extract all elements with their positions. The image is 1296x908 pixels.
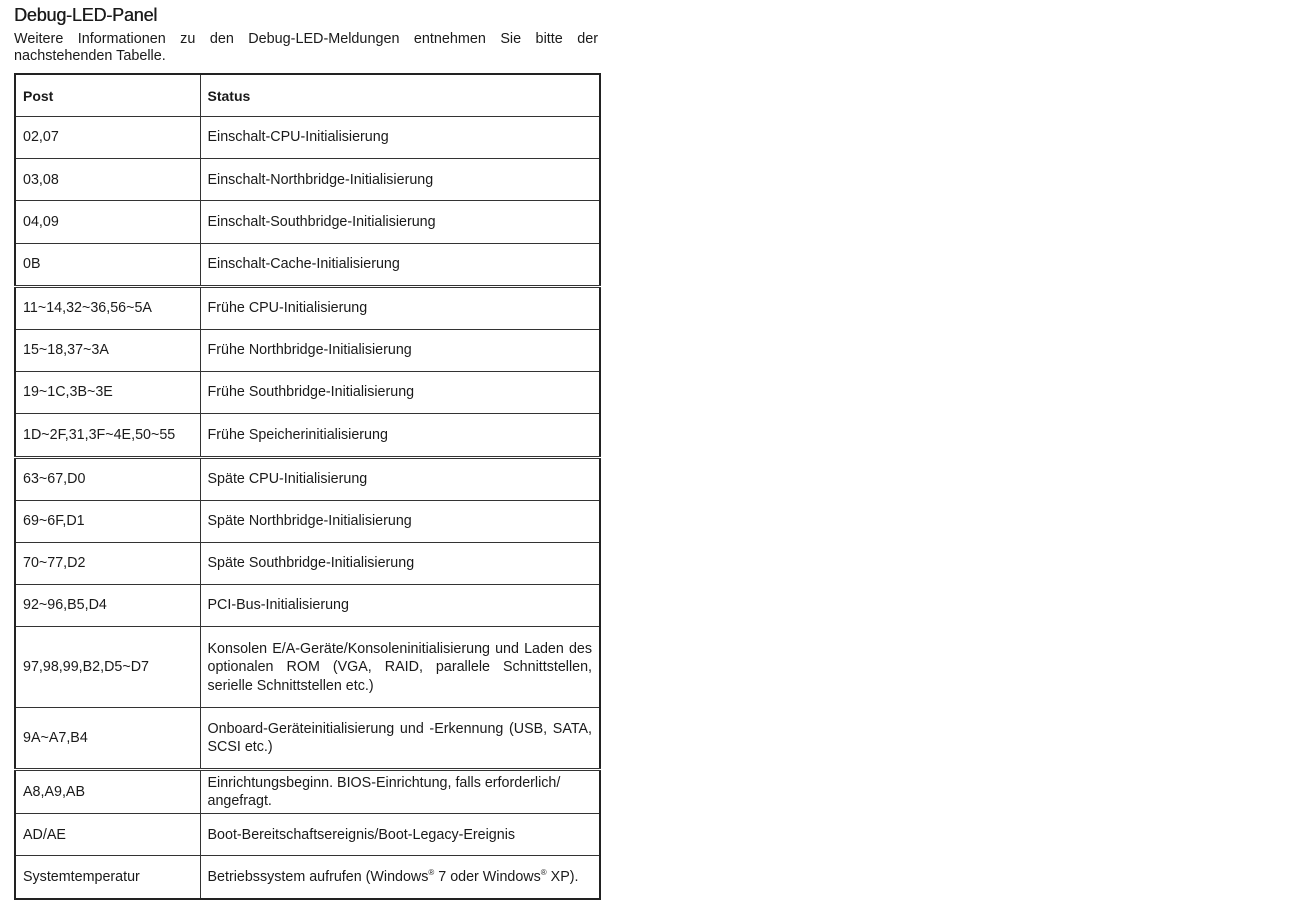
post-code: A8,A9,AB — [15, 770, 200, 814]
table-row — [15, 770, 600, 814]
status-text: Späte Southbridge-Initialisierung — [200, 542, 600, 584]
table-row — [15, 814, 600, 856]
status-text: Einschalt-Northbridge-Initialisierung — [200, 159, 600, 201]
status-text: Boot-Bereitschaftsereignis/Boot-Legacy-Ereignis — [200, 814, 600, 856]
table-row — [15, 708, 600, 770]
post-code: Systemtemperatur — [15, 856, 200, 900]
status-text: Einrichtungsbeginn. BIOS-Einrichtung, falls erforderlich/ angefragt. — [200, 770, 600, 814]
status-text-part: XP). — [546, 869, 579, 886]
table-row — [15, 243, 600, 286]
post-code: 15~18,37~3A — [15, 329, 200, 371]
post-code: 63~67,D0 — [15, 457, 200, 500]
table-row — [15, 457, 600, 500]
status-text: Konsolen E/A-Geräte/Konsoleninitialisierung und Laden des optionalen ROM (VGA, RAID, parallele Schnittstellen, serielle Schnittstellen etc.) — [200, 627, 600, 708]
table-row — [15, 542, 600, 584]
table-row — [15, 117, 600, 159]
table-row — [15, 372, 600, 414]
status-text: Späte Northbridge-Initialisierung — [200, 500, 600, 542]
post-code: 92~96,B5,D4 — [15, 585, 200, 627]
status-text: Frühe Northbridge-Initialisierung — [200, 329, 600, 371]
status-text: Onboard-Geräteinitialisierung und -Erkennung (USB, SATA, SCSI etc.) — [200, 708, 600, 770]
document — [14, 3, 600, 886]
post-code: 1D~2F,31,3F~4E,50~55 — [15, 414, 200, 457]
table-row — [15, 500, 600, 542]
post-code: 11~14,32~36,56~5A — [15, 286, 200, 329]
post-code: 9A~A7,B4 — [15, 708, 200, 770]
status-text: Einschalt-CPU-Initialisierung — [200, 117, 600, 159]
status-text-part: Betriebssystem aufrufen (Windows — [207, 869, 429, 886]
table-row — [15, 585, 600, 627]
table-row — [15, 329, 600, 371]
table-header-row — [15, 74, 600, 117]
table-row — [15, 159, 600, 201]
table-row — [15, 201, 600, 243]
status-text: PCI-Bus-Initialisierung — [200, 585, 600, 627]
post-code: 70~77,D2 — [15, 542, 200, 584]
status-text: Frühe Speicherinitialisierung — [200, 414, 600, 457]
post-code: 69~6F,D1 — [15, 500, 200, 542]
table-row — [15, 414, 600, 457]
status-text: Frühe Southbridge-Initialisierung — [200, 372, 600, 414]
intro-paragraph: Weitere Informationen zu den Debug-LED-Meldungen entnehmen Sie bitte der nachstehenden Tabelle. — [14, 31, 598, 64]
status-text — [200, 856, 600, 900]
header-status: Status — [200, 74, 600, 117]
status-text: Späte CPU-Initialisierung — [200, 457, 600, 500]
post-code: 03,08 — [15, 159, 200, 201]
status-text-part: 7 oder Windows — [434, 869, 541, 886]
registered-mark: ® — [540, 868, 547, 878]
status-text: Einschalt-Southbridge-Initialisierung — [200, 201, 600, 243]
status-text: Einschalt-Cache-Initialisierung — [200, 243, 600, 286]
registered-mark: ® — [428, 868, 435, 878]
table-row — [15, 627, 600, 708]
post-code: 02,07 — [15, 117, 200, 159]
table-row — [15, 286, 600, 329]
status-text: Frühe CPU-Initialisierung — [200, 286, 600, 329]
debug-led-table — [14, 73, 601, 900]
post-code: 19~1C,3B~3E — [15, 372, 200, 414]
post-code: AD/AE — [15, 814, 200, 856]
page-title: Debug-LED-Panel — [14, 5, 158, 25]
header-post: Post — [15, 74, 200, 117]
table-row — [15, 856, 600, 900]
post-code: 0B — [15, 243, 200, 286]
post-code: 97,98,99,B2,D5~D7 — [15, 627, 200, 708]
post-code: 04,09 — [15, 201, 200, 243]
